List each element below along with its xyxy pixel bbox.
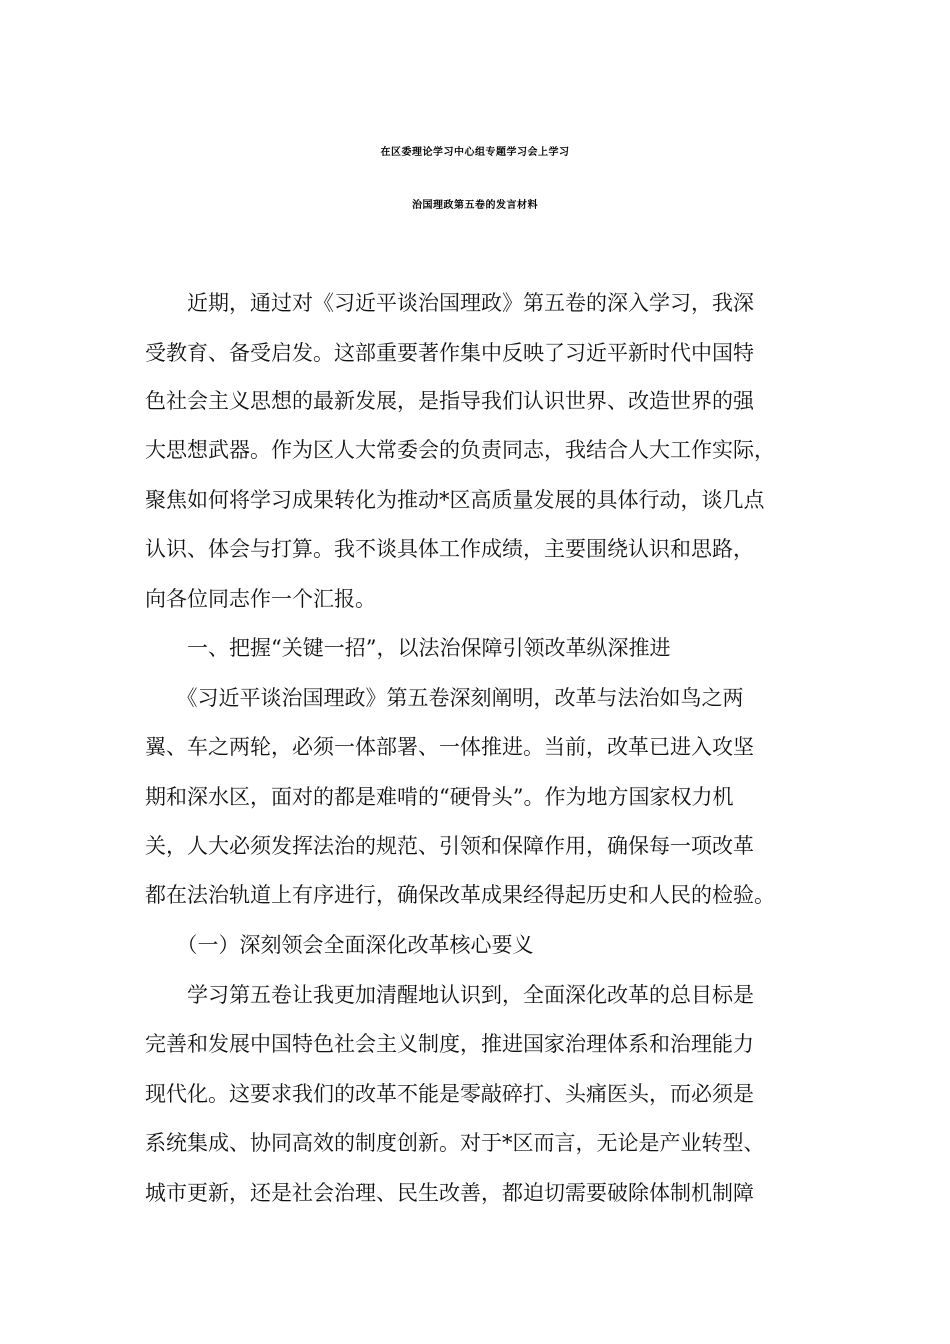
body-line: 关，人大必须发挥法治的规范、引领和保障作用，确保每一项改革: [145, 834, 754, 858]
body-line: 近期，通过对《习近平谈治国理政》第五卷的深入学习，我深: [145, 291, 754, 315]
body-line: 都在法治轨道上有序进行，确保改革成果经得起历史和人民的检验。: [145, 883, 775, 907]
section-heading: 一、把握“关键一招”，以法治保障引领改革纵深推进: [145, 636, 671, 660]
body-line: 认识、体会与打算。我不谈具体工作成绩，主要围绕认识和思路，: [145, 537, 754, 561]
body-line: 系统集成、协同高效的制度创新。对于*区而言，无论是产业转型、: [145, 1131, 765, 1155]
document-title-line-2: 治国理政第五卷的发言材料: [412, 200, 538, 211]
body-line: 向各位同志作一个汇报。: [145, 587, 376, 611]
body-line: 期和深水区，面对的都是难啃的“硬骨头”。作为地方国家权力机: [145, 785, 734, 809]
body-line: 学习第五卷让我更加清醒地认识到，全面深化改革的总目标是: [145, 983, 754, 1007]
body-line: 城市更新，还是社会治理、民生改善，都迫切需要破除体制机制障: [145, 1181, 754, 1205]
document-title-line-1: 在区委理论学习中心组专题学习会上学习: [380, 147, 570, 158]
body-line: 翼、车之两轮，必须一体部署、一体推进。当前，改革已进入攻坚: [145, 735, 754, 759]
body-line: 《习近平谈治国理政》第五卷深刻阐明，改革与法治如鸟之两: [145, 686, 744, 710]
subsection-heading: （一）深刻领会全面深化改革核心要义: [145, 933, 534, 957]
body-line: 完善和发展中国特色社会主义制度，推进国家治理体系和治理能力: [145, 1032, 754, 1056]
body-line: 聚焦如何将学习成果转化为推动*区高质量发展的具体行动，谈几点: [145, 488, 765, 512]
body-line: 受教育、备受启发。这部重要著作集中反映了习近平新时代中国特: [145, 341, 754, 365]
body-line: 大思想武器。作为区人大常委会的负责同志，我结合人大工作实际，: [145, 438, 775, 462]
body-line: 色社会主义思想的最新发展，是指导我们认识世界、改造世界的强: [145, 389, 754, 413]
body-line: 现代化。这要求我们的改革不能是零敲碎打、头痛医头，而必须是: [145, 1082, 754, 1106]
